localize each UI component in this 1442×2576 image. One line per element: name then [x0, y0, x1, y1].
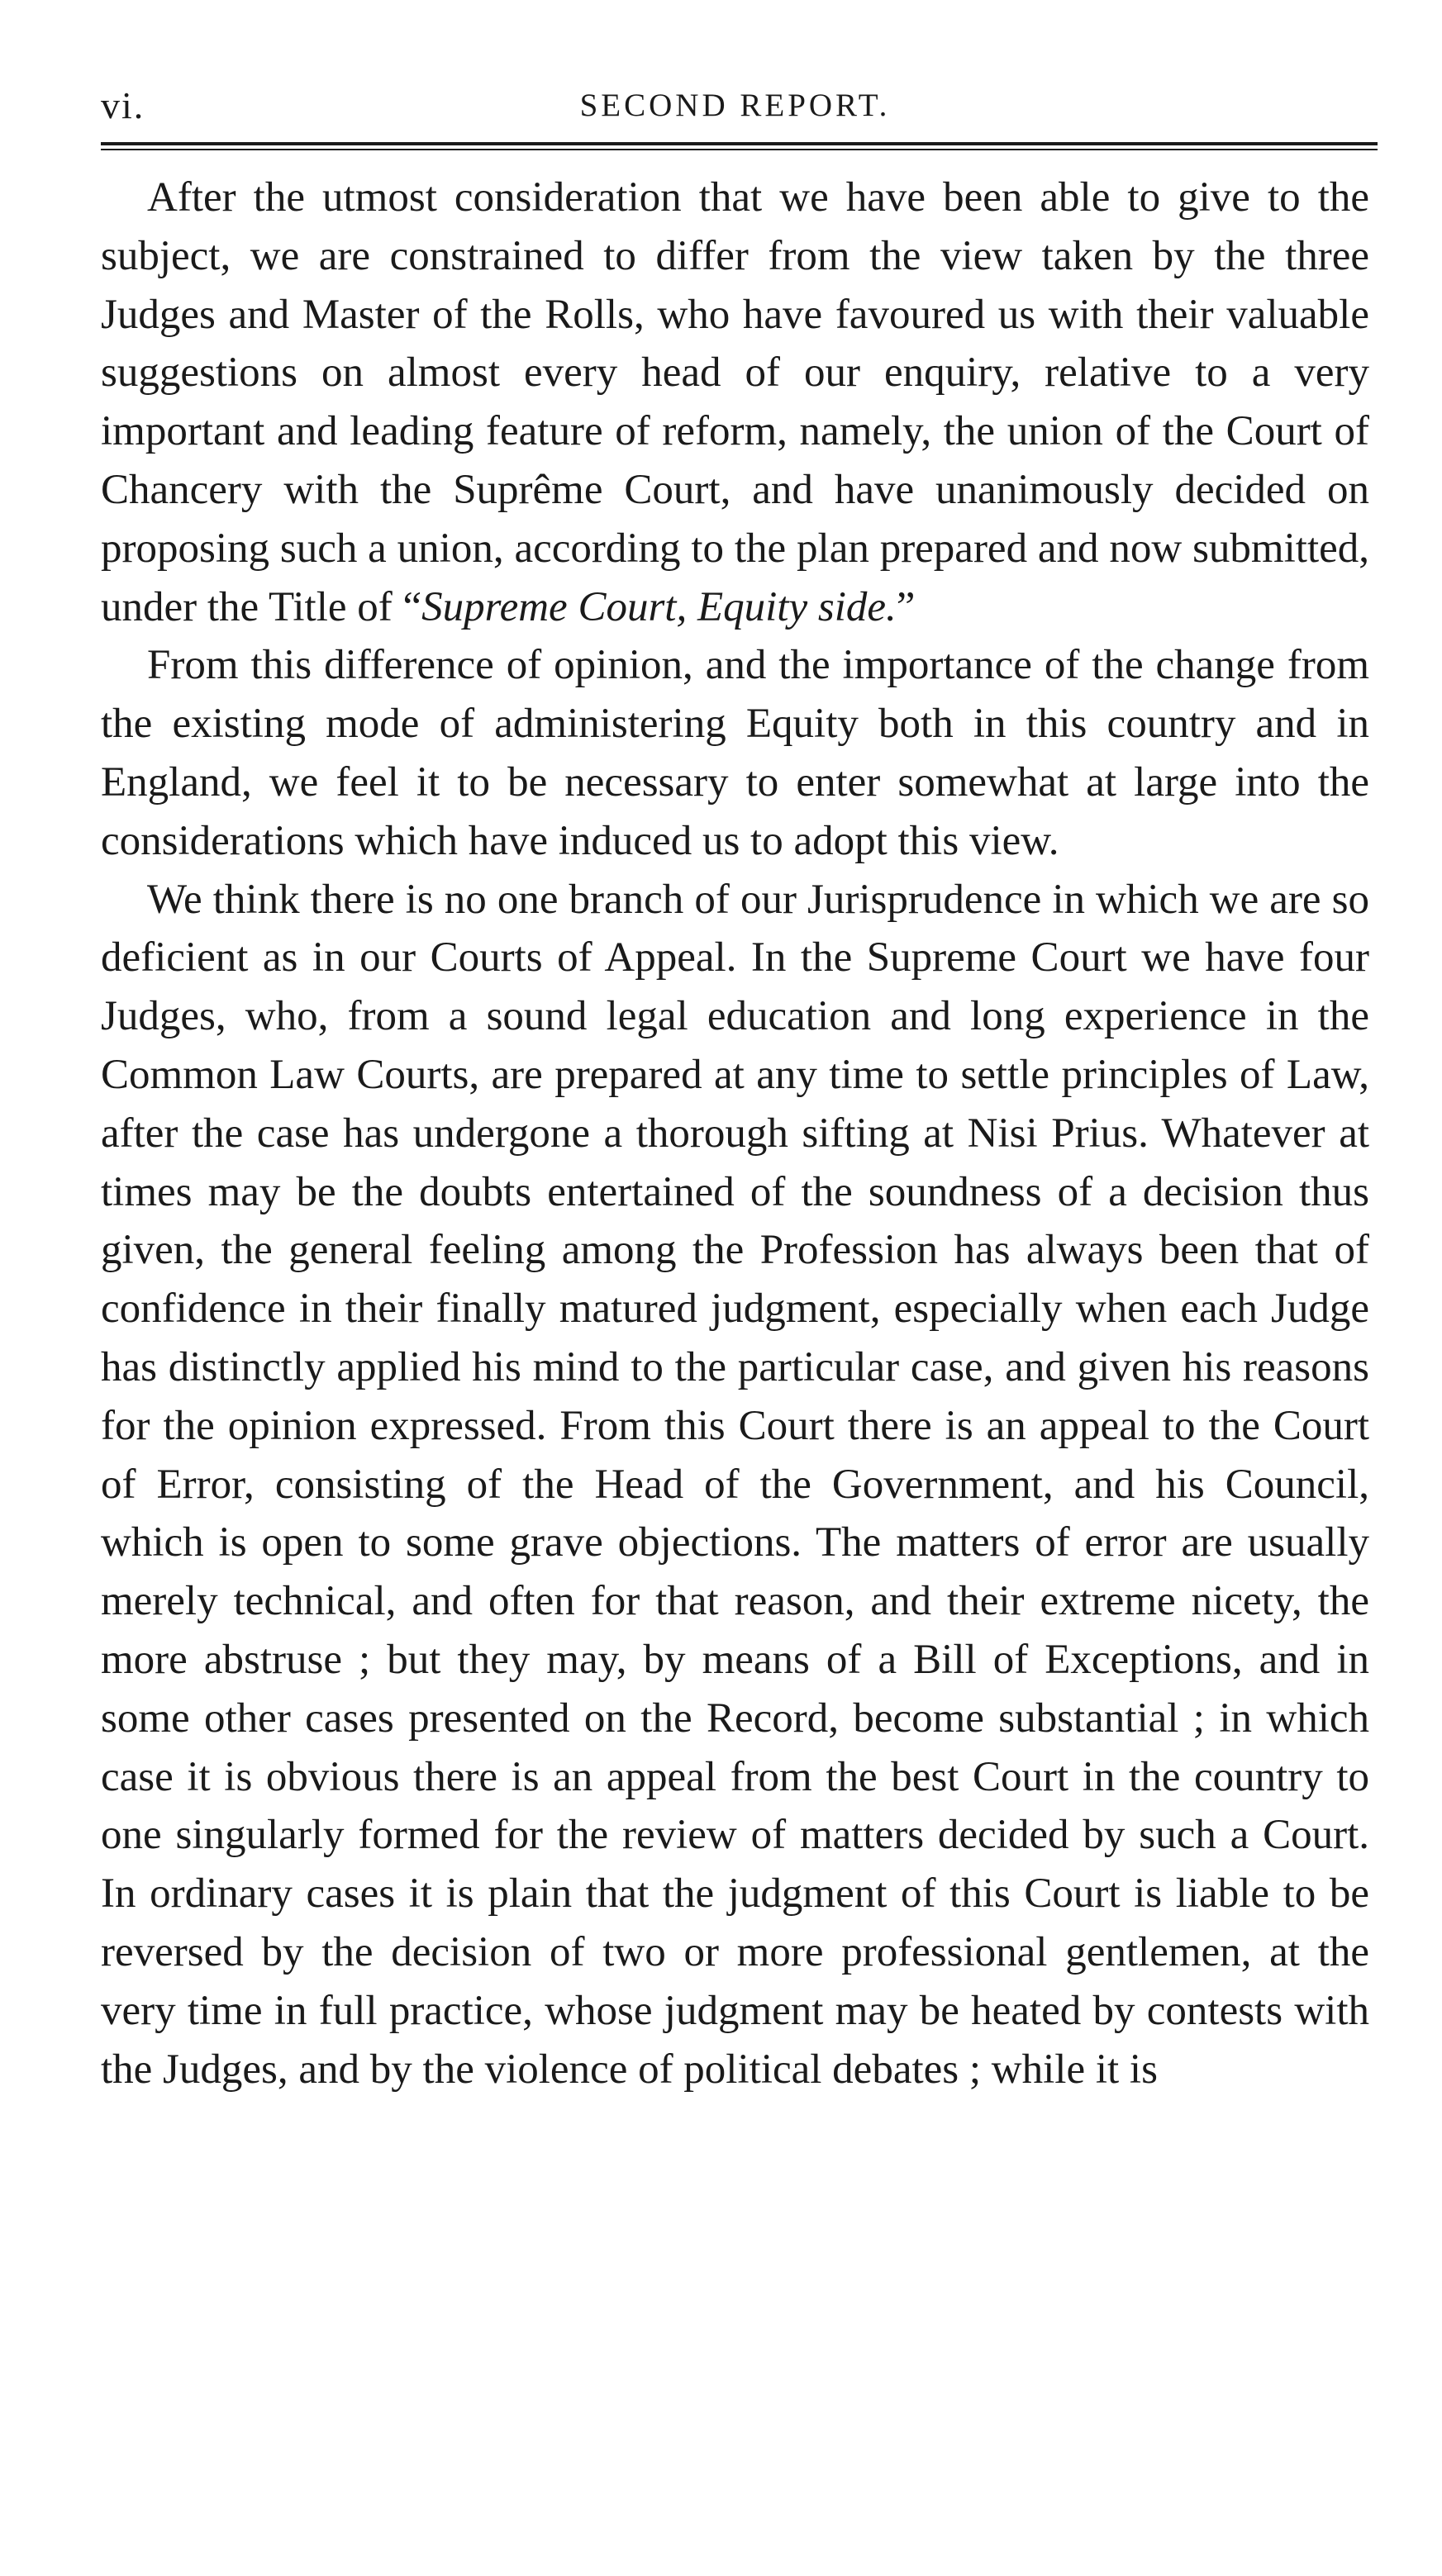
- page-number: vi.: [101, 84, 145, 126]
- paragraph-1-closing-quote: ”: [896, 583, 916, 630]
- paragraph-1-italic-title: Supreme Court, Equity side.: [421, 583, 897, 630]
- paragraph-1: [101, 169, 1369, 636]
- paragraph-1-text: After the utmost consideration that we have been able to give to the subject, we are constrained to differ from the view taken by the three Judges and Master of the Rolls, who have favoured us with their valuable suggestions on almost every head of our enquiry, relative to a very important and leading feature of reform, namely, the union of the Court of Chancery with the Suprême Court, and have unanimously decided on proposing such a union, according to the plan prepared and now submitted, under the Title of “: [101, 174, 1369, 630]
- book-page: [101, 79, 1369, 2098]
- body-text: [101, 169, 1369, 2098]
- paragraph-3: We think there is no one branch of our Jurisprudence in which we are so deficient as in our Courts of Appeal. In the Supreme Court we have four Judges, who, from a sound legal education and long experience in the Common Law Courts, are prepared at any time to settle principles of Law, after the case has undergone a thorough sifting at Nisi Prius. Whatever at times may be the doubts entertained of the soundness of a decision thus given, the general feeling among the Profession has always been that of confidence in their finally matured judgment, especially when each Judge has distinctly applied his mind to the particular case, and given his reasons for the opinion expressed. From this Court there is an appeal to the Court of Error, consisting of the Head of the Government, and his Council, which is open to some grave objections. The matters of error are usually merely technical, and often for that reason, and their extreme nicety, the more abstruse ; but they may, by means of a Bill of Exceptions, and in some other cases presented on the Record, become substantial ; in which case it is obvious there is an appeal from the best Court in the country to one singularly formed for the review of matters decided by such a Court. In ordinary cases it is plain that the judgment of this Court is liable to be reversed by the decision of two or more professional gentlemen, at the very time in full practice, whose judgment may be heated by contests with the Judges, and by the violence of political debates ; while it is: [101, 876, 1369, 2093]
- header-double-rule: [101, 142, 1378, 150]
- paragraph-2: From this difference of opinion, and the importance of the change from the existing mode of administering Equity both in this country and in England, we feel it to be necessary to enter somewhat at large into the considerations which have induced us to adopt this view.: [101, 642, 1369, 864]
- running-title: SECOND REPORT.: [579, 88, 891, 123]
- page-header: [101, 79, 1369, 132]
